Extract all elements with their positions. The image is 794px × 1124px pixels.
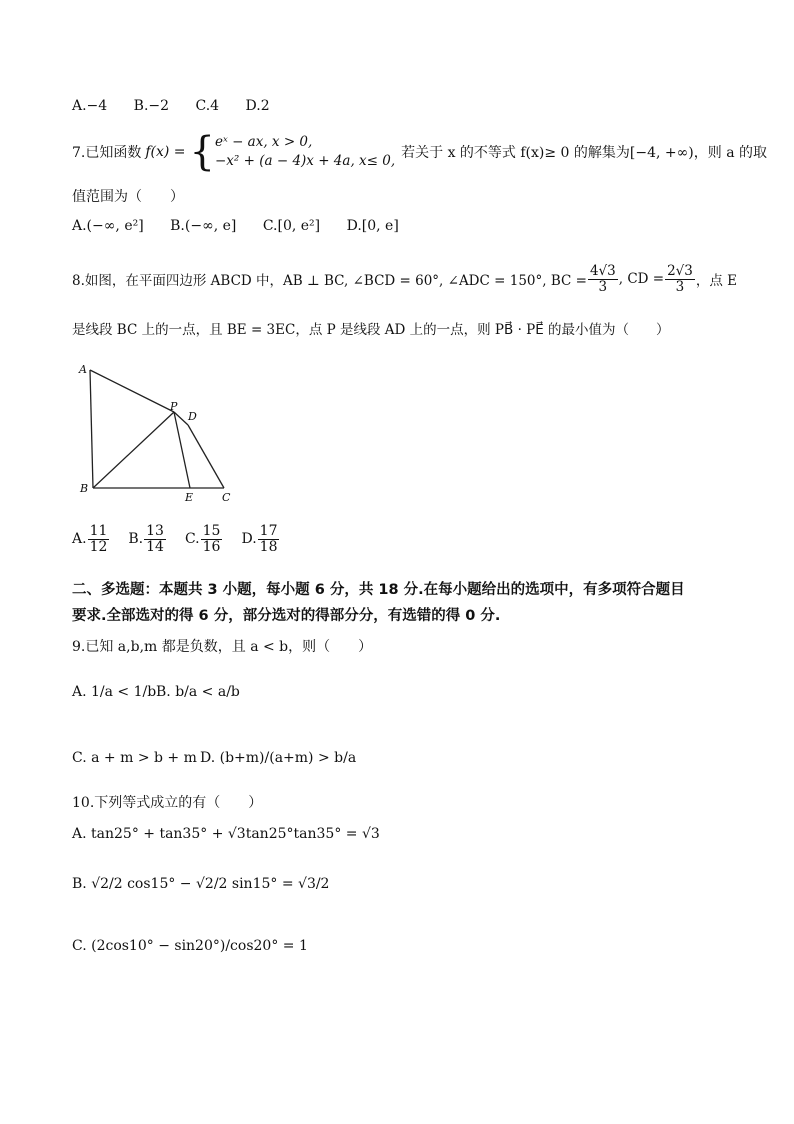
q7-fx: f(x) = [145,144,186,160]
q9-option-b: B. b/a < a/b [156,684,240,700]
q8-option-d [241,524,280,554]
q6-option-b: B.−2 [133,98,170,114]
q8-figure [74,360,244,505]
q10-option-b: B. √2/2 cos15° − √2/2 sin15° = √3/2 [72,876,330,892]
q8-option-a-num: 11 [89,523,108,539]
segment-bp [93,412,174,488]
q8-option-d-den: 18 [259,538,278,555]
q9-stem: 9.已知 a,b,m 都是负数，且 a < b，则（ ） [72,639,373,655]
q8-option-c [185,524,224,554]
q8-options [72,524,280,554]
segment-ap [90,370,174,412]
q8-line1-text: 8.如图，在平面四边形 ABCD 中，AB ⊥ BC, ∠BCD = 60°, ∠ADC = 150°, BC = [72,273,587,289]
q7-middle: 若关于 x 的不等式 f(x)≥ 0 的解集为[−4, +∞)，则 a 的取 [401,145,768,161]
q8-cd-pre: , CD = [618,271,665,287]
segment-ab [90,370,93,488]
segment-dc [188,425,224,488]
section2-line2: 要求.全部选对的得 6 分，部分选对的得部分分，有选错的得 0 分. [72,608,501,624]
q8-cd-num: 2√3 [667,263,693,280]
label-p: P [170,400,178,413]
label-b: B [80,482,89,495]
q7-option-a: A.(−∞, e²] [72,218,144,234]
q7-option-c: C.[0, e²] [262,218,321,234]
q8-option-a-label: A. [72,531,87,548]
section2-line1: 二、多选题：本题共 3 小题，每小题 6 分，共 18 分.在每小题给出的选项中，有多项符合题目 [72,582,685,598]
q6-options [72,98,292,114]
q8-line1-end: ，点 E [695,273,738,289]
q8-option-b-label: B. [128,531,144,548]
q8-bc-num: 4√3 [589,263,616,280]
q6-option-d: D.2 [245,98,270,114]
segment-pe [174,412,190,488]
q8-option-c-den: 16 [202,538,221,555]
q7-case-1: eˣ − ax, x > 0, [215,134,313,151]
q7-line2: 值范围为（ ） [72,189,184,205]
q8-option-b [128,524,167,554]
q10-stem: 10.下列等式成立的有（ ） [72,795,263,811]
q8-cd-fraction [665,264,695,293]
label-d: D [188,410,197,423]
q8-option-c-num: 15 [202,523,221,539]
q10-option-c: C. (2cos10° − sin20°)/cos20° = 1 [72,938,308,954]
q8-option-d-num: 17 [259,523,278,539]
q6-option-a: A.−4 [72,98,108,114]
q8-option-a [72,524,110,554]
q7-cases [215,133,395,171]
q10-option-a: A. tan25° + tan35° + √3tan25°tan35° = √3 [72,826,380,842]
q9-option-d: D. (b+m)/(a+m) > b/a [200,750,357,766]
q7-option-d: D.[0, e] [346,218,399,234]
q7-brace: { [189,129,215,175]
q7-prefix: 7.已知函数 [72,145,142,161]
q8-option-a-den: 12 [89,538,108,555]
q9-option-c: C. a + m > b + m [72,750,197,766]
q8-bc-fraction [588,264,618,293]
q7-options [72,218,421,234]
q8-line2: 是线段 BC 上的一点，且 BE = 3EC，点 P 是线段 AD 上的一点，则 PB⃗ · PE⃗ 的最小值为（ ） [72,322,670,338]
q7-stem [72,128,767,176]
q8-option-c-label: C. [184,531,200,548]
label-e: E [185,491,194,504]
q8-option-b-num: 13 [146,523,164,539]
q8-option-b-den: 14 [146,538,164,555]
q6-option-c: C.4 [195,98,220,114]
q8-option-d-label: D. [241,531,257,548]
label-c: C [222,491,231,504]
q7-option-b: B.(−∞, e] [170,218,237,234]
q7-case-2: −x² + (a − 4)x + 4a, x≤ 0, [215,153,396,169]
q8-cd-den: 3 [675,278,685,295]
q8-line1 [72,258,737,300]
q9-option-a: A. 1/a < 1/b [72,684,157,700]
label-a: A [79,363,87,376]
q8-bc-den: 3 [598,278,608,295]
